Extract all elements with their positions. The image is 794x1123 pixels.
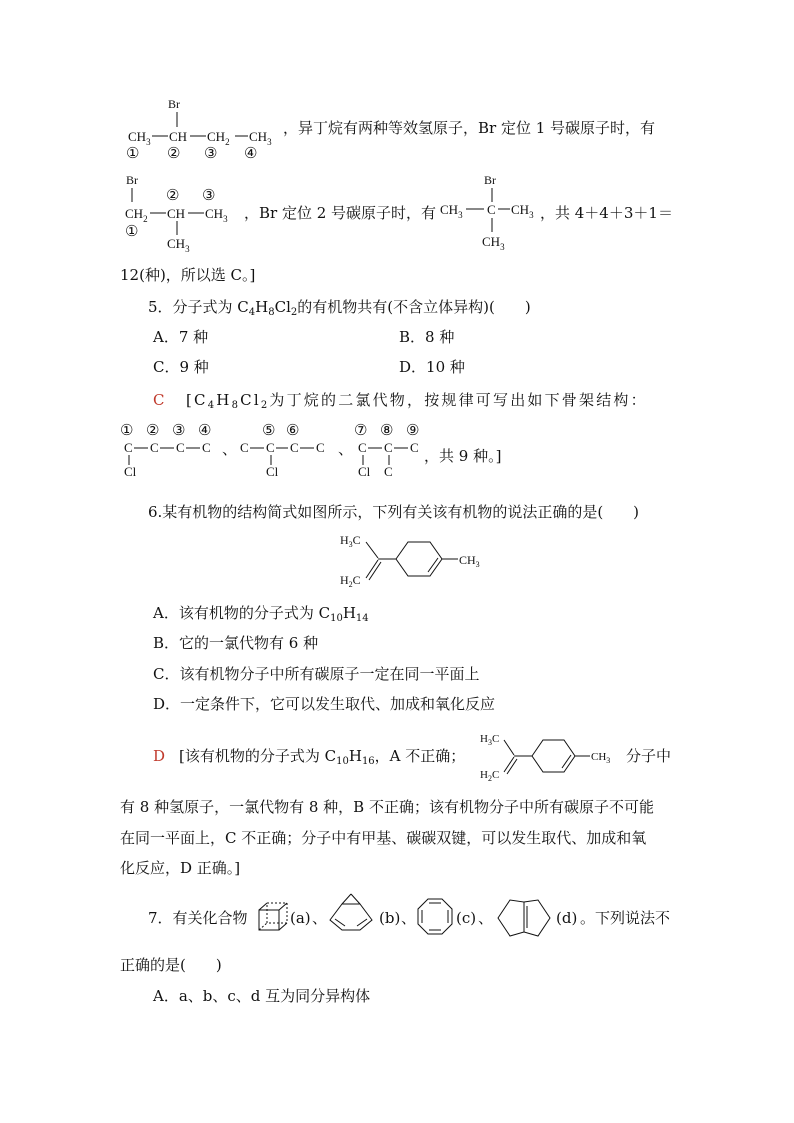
atom-c: C	[266, 440, 275, 455]
structure-isobutane-chain	[120, 94, 290, 164]
group-ch: CH	[169, 129, 188, 144]
label-b: (b)	[379, 909, 401, 927]
atom-c: C	[384, 440, 393, 455]
label-a: (a)	[290, 909, 311, 927]
label-circle-3: ③	[202, 188, 216, 204]
group-ch3-end: $CH_3$	[249, 129, 272, 147]
structure-limonene-small	[478, 728, 626, 786]
question-7-line2: 正确的是( )	[120, 956, 222, 974]
label-circle-1: ①	[125, 224, 139, 240]
explanation-6-line2: 有 8 种氢原子，一氯代物有 8 种，B 不正确；该有机物分子中所有碳原子不可能	[120, 798, 654, 816]
explanation-6-line1-tail: 分子中	[626, 747, 672, 765]
atom-cl: Cl	[124, 464, 137, 478]
group-ch3-left: $CH_3$	[440, 202, 463, 220]
group-h2c: $H_2C$	[480, 769, 500, 783]
atom-c: C	[358, 440, 367, 455]
label-circle-9: ⑨	[406, 423, 420, 439]
separator: 、	[478, 909, 494, 927]
option-5a: A．7 种	[153, 328, 209, 346]
group-ch2: $CH_2$	[125, 206, 148, 224]
option-6b: B．它的一氯代物有 6 种	[153, 634, 319, 652]
label-circle-4: ④	[198, 423, 212, 439]
group-ch3-bottom: $CH_3$	[482, 234, 505, 252]
label-c: (c)	[456, 909, 477, 927]
question-6-stem: 6.某有机物的结构简式如图所示，下列有关该有机物的说法正确的是( )	[148, 503, 640, 521]
answer-5: C	[153, 391, 165, 409]
atom-c: C	[124, 440, 133, 455]
answer-6: D	[153, 747, 166, 765]
option-6c: C．该有机物分子中所有碳原子一定在同一平面上	[153, 665, 480, 683]
option-5b: B．8 种	[399, 328, 455, 346]
group-ch3: $CH_3$	[205, 206, 228, 224]
question-7-pre: 7．有关化合物	[148, 909, 248, 927]
option-6a: A．该有机物的分子式为 $C_{10}H_{14}$	[153, 604, 369, 624]
label-circle-4: ④	[244, 146, 258, 162]
label-circle-5: ⑤	[262, 423, 276, 439]
label-circle-2: ②	[166, 188, 180, 204]
label-circle-3: ③	[204, 146, 218, 162]
option-7a: A．a、b、c、d 互为同分异构体	[153, 987, 371, 1005]
atom-c: C	[150, 440, 159, 455]
label-circle-2: ②	[146, 423, 160, 439]
explanation-6-line4: 化反应，D 正确。]	[120, 859, 241, 877]
atom-br: Br	[126, 173, 138, 187]
group-h2c: $H_2C$	[340, 573, 361, 589]
option-5c: C．9 种	[153, 358, 209, 376]
label-circle-7: ⑦	[354, 423, 368, 439]
atom-c: C	[316, 440, 325, 455]
structure-fused-pentalene	[492, 896, 556, 938]
atom-c: C	[240, 440, 249, 455]
label-circle-3: ③	[172, 423, 186, 439]
label-circle-2: ②	[167, 146, 181, 162]
skeleton-structures	[118, 418, 438, 478]
option-6d: D．一定条件下，它可以发生取代、加成和氧化反应	[153, 695, 496, 713]
atom-c: C	[176, 440, 185, 455]
option-5d: D．10 种	[399, 358, 465, 376]
structure-bicyclic-diene	[326, 890, 378, 934]
group-ch3: $CH_3$	[128, 129, 151, 147]
group-h3c: $H_3C$	[340, 533, 361, 549]
label-d: (d)	[556, 909, 578, 927]
atom-br: Br	[484, 173, 496, 187]
text-block2-tail: ，共 4＋4＋3＋1＝	[540, 204, 673, 222]
label-circle-6: ⑥	[286, 423, 300, 439]
label-circle-1: ①	[120, 423, 134, 439]
atom-c: C	[202, 440, 211, 455]
separator: 、	[401, 909, 417, 927]
group-h3c: $H_3C$	[480, 733, 500, 747]
structure-cyclooctatetraene	[414, 896, 456, 938]
text-block1: ，异丁烷有两种等效氢原子，Br 定位 1 号碳原子时，有	[283, 119, 656, 137]
separator: 、	[312, 909, 328, 927]
group-ch3-bottom: $CH_3$	[167, 236, 190, 254]
atom-c: C	[487, 202, 496, 217]
explanation-6-line1: [该有机物的分子式为 $C_{10}H_{16}$，A 不正确；	[179, 747, 466, 767]
group-ch3-right: $CH_3$	[511, 202, 534, 220]
explanation-6-line3: 在同一平面上，C 不正确；分子中有甲基、碳碳双键，可以发生取代、加成和氧	[120, 829, 647, 847]
group-ch: CH	[167, 206, 186, 221]
atom-c: C	[410, 440, 419, 455]
structure-1-bromo	[120, 168, 250, 256]
text-line-12: 12(种)，所以选 C。]	[120, 266, 256, 284]
explanation-5: [$C_4H_8Cl_2$为丁烷的二氯代物，按规律可写出如下骨架结构：	[186, 391, 648, 411]
atom-cl: Cl	[266, 464, 279, 478]
structure-cubane	[256, 900, 292, 936]
atom-br: Br	[168, 97, 180, 111]
separator: 、	[338, 442, 354, 458]
explanation-5-tail: ，共 9 种。]	[424, 447, 502, 465]
atom-c: C	[384, 464, 393, 478]
text-block2-mid: ，Br 定位 2 号碳原子时，有	[244, 204, 437, 222]
separator: 、	[222, 442, 238, 458]
question-7-post: 。下列说法不	[580, 909, 671, 927]
label-circle-8: ⑧	[380, 423, 394, 439]
label-circle-1: ①	[126, 146, 140, 162]
atom-c: C	[290, 440, 299, 455]
structure-2-bromo	[436, 168, 546, 256]
question-5-stem: 5．分子式为 $C_4H_8Cl_2$的有机物共有(不含立体异构)( )	[148, 298, 531, 318]
atom-cl: Cl	[358, 464, 371, 478]
group-ch2: $CH_2$	[207, 129, 230, 147]
group-ch3: $CH_3$	[459, 553, 480, 569]
structure-limonene	[338, 528, 498, 592]
group-ch3: $CH_3$	[591, 751, 611, 765]
